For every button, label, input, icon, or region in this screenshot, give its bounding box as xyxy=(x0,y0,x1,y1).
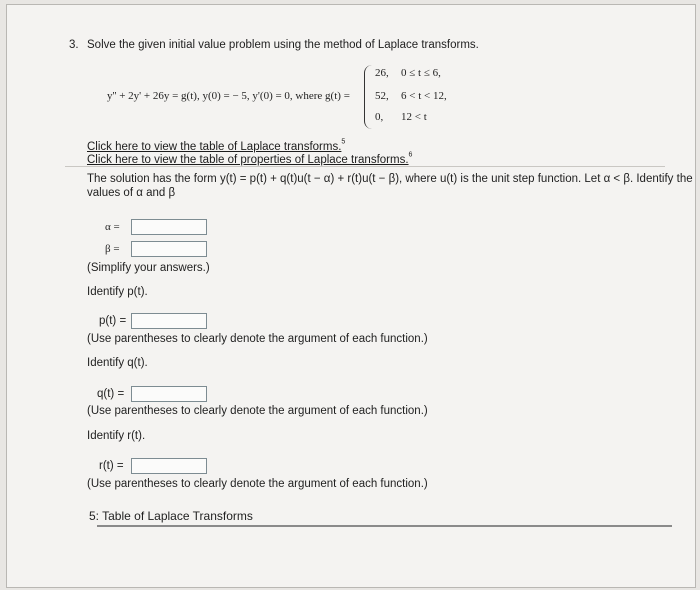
piece-2-value: 52, xyxy=(375,90,389,102)
properties-table-link[interactable]: Click here to view the table of properties of Laplace transforms. xyxy=(87,154,409,166)
p-note: (Use parentheses to clearly denote the argument of each function.) xyxy=(87,333,428,345)
alpha-label: α = xyxy=(105,221,120,233)
beta-input[interactable] xyxy=(131,241,207,257)
piece-1-condition: 0 ≤ t ≤ 6, xyxy=(401,67,441,79)
simplify-note: (Simplify your answers.) xyxy=(87,262,210,274)
identify-p-prompt: Identify p(t). xyxy=(87,286,148,298)
solution-form-line2: values of α and β xyxy=(87,187,176,199)
piece-2-condition: 6 < t < 12, xyxy=(401,90,447,102)
solution-form-line1: The solution has the form y(t) = p(t) + q(t)u(t − α) + r(t)u(t − β), where u(t) is the unit step function. Let α < β. Identify the xyxy=(87,173,693,185)
alpha-input[interactable] xyxy=(131,219,207,235)
piecewise-brace xyxy=(364,65,375,129)
differential-equation: y'' + 2y' + 26y = g(t), y(0) = − 5, y'(0) = 0, where g(t) = xyxy=(107,90,350,102)
p-label: p(t) = xyxy=(99,315,127,327)
identify-r-prompt: Identify r(t). xyxy=(87,430,146,442)
identify-q-prompt: Identify q(t). xyxy=(87,357,148,369)
question-panel xyxy=(6,4,696,588)
properties-table-footnote: 6 xyxy=(408,151,413,159)
r-input[interactable] xyxy=(131,458,207,474)
question-statement: Solve the given initial value problem using the method of Laplace transforms. xyxy=(87,39,479,51)
laplace-table-footnote: 5 xyxy=(341,138,346,146)
q-input[interactable] xyxy=(131,386,207,402)
p-input[interactable] xyxy=(131,313,207,329)
laplace-table-link[interactable]: Click here to view the table of Laplace transforms. xyxy=(87,141,342,153)
table-title-underline xyxy=(97,525,672,527)
piece-1-value: 26, xyxy=(375,67,389,79)
q-note: (Use parentheses to clearly denote the argument of each function.) xyxy=(87,405,428,417)
r-note: (Use parentheses to clearly denote the argument of each function.) xyxy=(87,478,428,490)
laplace-table-title: 5: Table of Laplace Transforms xyxy=(89,509,253,523)
r-label: r(t) = xyxy=(99,460,124,472)
beta-label: β = xyxy=(105,243,120,255)
piece-3-value: 0, xyxy=(375,111,384,123)
piece-3-condition: 12 < t xyxy=(401,111,427,123)
q-label: q(t) = xyxy=(97,388,125,400)
section-divider xyxy=(65,166,665,167)
question-number: 3. xyxy=(69,39,79,51)
